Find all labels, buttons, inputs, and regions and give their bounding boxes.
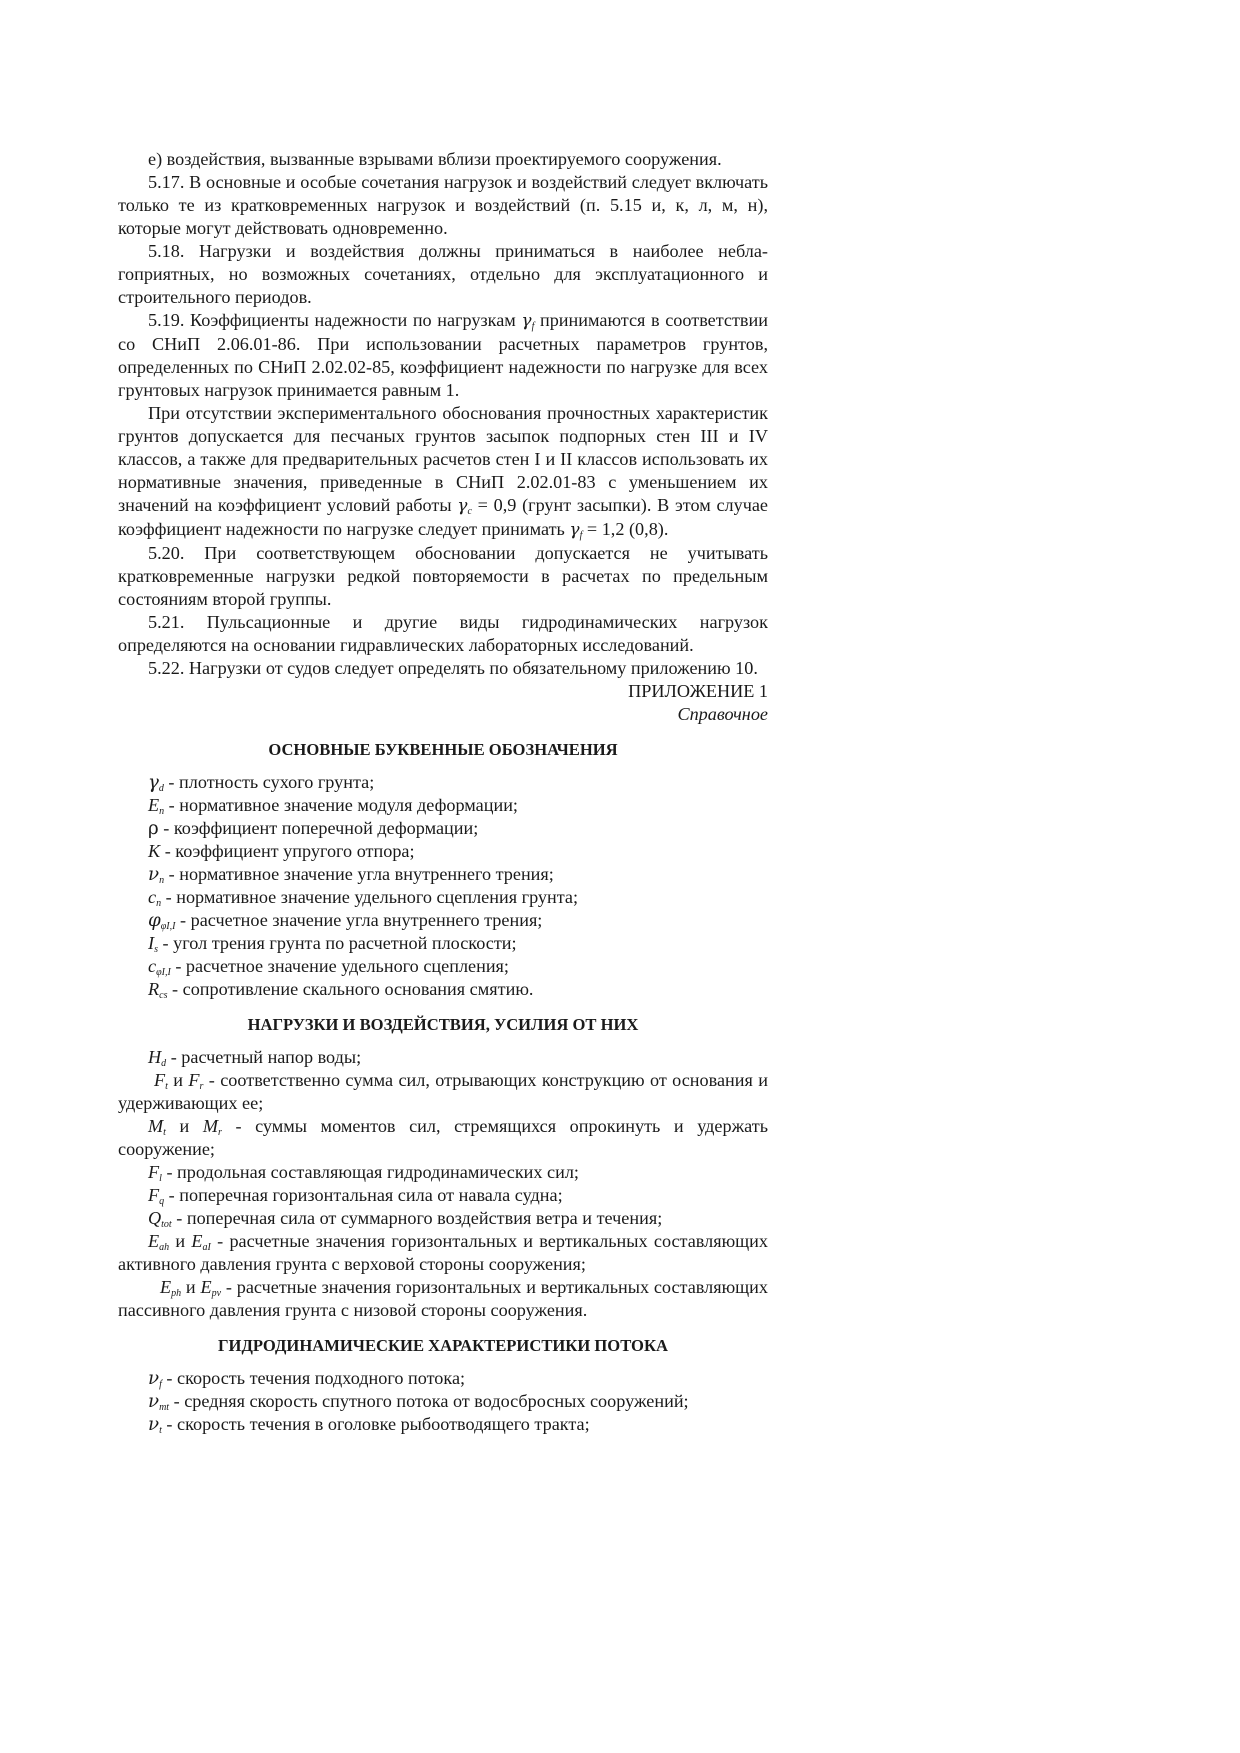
notation-description: - коэффициент поперечной деформации; bbox=[158, 818, 479, 838]
symbol-eai-letter: E bbox=[191, 1231, 203, 1251]
gamma-f2-symbol: γ bbox=[569, 520, 580, 540]
paragraph-5-21: 5.21. Пульсационные и другие виды гидродинамических нагрузок определяются на основании гидравлических лабораторных исследований. bbox=[118, 612, 768, 655]
symbol-mr-sub: r bbox=[217, 1127, 222, 1138]
notation-symbol: c bbox=[148, 887, 157, 907]
symbol-eph-letter: E bbox=[160, 1277, 172, 1297]
symbol-fq-sub: q bbox=[159, 1196, 165, 1207]
notation-description: - угол трения грунта по расчетной плоскости; bbox=[157, 933, 517, 953]
section-heading-loads: НАГРУЗКИ И ВОЗДЕЙСТВИЯ, УСИЛИЯ ОТ НИХ bbox=[247, 1015, 639, 1034]
notation-item bbox=[118, 955, 768, 978]
hydro-description: - скорость течения в оголовке рыбоотводящего тракта; bbox=[161, 1414, 590, 1434]
notation-description: - нормативное значение модуля деформации; bbox=[164, 795, 518, 815]
hydro-description: - средняя скорость спутного потока от водосбросных сооружений; bbox=[169, 1391, 689, 1411]
notation-subscript: φI,I bbox=[156, 967, 171, 978]
symbol-eah-sub: ah bbox=[159, 1242, 170, 1253]
notation-symbol: φ bbox=[148, 910, 161, 931]
paragraph-5-19 bbox=[118, 309, 768, 402]
symbol-eph-sub: ph bbox=[171, 1288, 182, 1299]
notation-symbol: R bbox=[148, 979, 160, 999]
paragraph-5-19-start: 5.19. Коэффициенты надежности по нагрузкам bbox=[148, 310, 522, 330]
notation-item bbox=[118, 909, 768, 932]
symbol-hd-sub: d bbox=[161, 1058, 167, 1069]
symbol-hd bbox=[118, 1046, 768, 1069]
notation-description: - коэффициент упругого отпора; bbox=[160, 841, 415, 861]
gamma-c-symbol: γ bbox=[457, 496, 468, 516]
notation-subscript: n bbox=[159, 875, 165, 886]
notation-item bbox=[118, 817, 768, 840]
notation-symbol: ν bbox=[148, 864, 160, 885]
symbol-ft-fr-text: - соответственно сумма сил, отрывающих конструкцию от основания и удерживающих ее; bbox=[118, 1070, 768, 1113]
notation-symbol: K bbox=[148, 841, 161, 861]
symbol-ft-letter: F bbox=[154, 1070, 166, 1090]
symbol-hd-letter: H bbox=[148, 1047, 162, 1067]
section-heading-notation: ОСНОВНЫЕ БУКВЕННЫЕ ОБОЗНАЧЕНИЯ bbox=[268, 740, 618, 759]
gamma-f-symbol: γ bbox=[521, 311, 532, 331]
hydro-symbol: ν bbox=[148, 1414, 160, 1435]
notation-symbol: I bbox=[148, 933, 155, 953]
symbol-fl-sub: l bbox=[159, 1173, 162, 1184]
gamma-c-subscript: c bbox=[467, 506, 472, 517]
symbol-mt-sub: t bbox=[163, 1127, 166, 1138]
symbol-and-3: и bbox=[169, 1231, 192, 1251]
hydro-item bbox=[118, 1367, 768, 1390]
hydro-subscript: t bbox=[159, 1425, 162, 1436]
hydro-item bbox=[118, 1413, 768, 1436]
symbol-eah-eai bbox=[118, 1230, 768, 1276]
symbol-epv-letter: E bbox=[200, 1277, 212, 1297]
notation-description: - плотность сухого грунта; bbox=[163, 772, 375, 792]
notation-symbol: c bbox=[148, 956, 157, 976]
notation-item bbox=[118, 886, 768, 909]
notation-subscript: s bbox=[154, 944, 158, 955]
paragraph-5-19-end: принимаются в соответствии со СНиП 2.06.01-86. При использовании расчетных параметров грунтов, определенных по СНиП 2.02.02-85, коэффициент надежности по нагрузке для всех грунтовых нагрузок принимается равным 1. bbox=[118, 310, 768, 400]
symbol-ep-text: - расчетные значения горизонтальных и вертикальных составляющих пассивного давления грунта с низовой стороны сооружения. bbox=[118, 1277, 769, 1320]
symbol-and-4: и bbox=[181, 1277, 201, 1297]
symbol-hd-text: - расчетный напор воды; bbox=[166, 1047, 362, 1067]
symbol-fq bbox=[118, 1184, 768, 1207]
symbol-ft-fr bbox=[118, 1069, 768, 1115]
gamma-f-subscript: f bbox=[531, 321, 535, 332]
symbol-fq-letter: F bbox=[148, 1185, 160, 1205]
hydro-item bbox=[118, 1390, 768, 1413]
paragraph-5-22: 5.22. Нагрузки от судов следует определять по обязательному приложению 10. bbox=[148, 658, 758, 678]
hydro-description: - скорость течения подходного потока; bbox=[161, 1368, 466, 1388]
symbol-qtot-letter: Q bbox=[148, 1208, 162, 1228]
symbol-qtot-sub: tot bbox=[161, 1219, 172, 1230]
notation-item bbox=[118, 863, 768, 886]
paragraph-absence-end: = 1,2 (0,8). bbox=[582, 519, 669, 539]
symbol-fl bbox=[118, 1161, 768, 1184]
section-heading-hydrodynamic: ГИДРОДИНАМИЧЕСКИЕ ХАРАКТЕРИСТИКИ ПОТОКА bbox=[218, 1336, 668, 1355]
symbol-fl-letter: F bbox=[148, 1162, 160, 1182]
symbol-and-1: и bbox=[167, 1070, 189, 1090]
paragraph-e: е) воздействия, вызванные взрывами вблизи проектируемого сооружения. bbox=[148, 149, 722, 169]
paragraph-absence bbox=[118, 402, 768, 542]
gamma-f2-subscript: f bbox=[579, 530, 583, 541]
notation-subscript: n bbox=[159, 806, 165, 817]
paragraph-5-18: 5.18. Нагрузки и воздействия должны приниматься в наиболее небла-гоприятных, но возможных сочетаниях, отдельно для эксплуатационного и строительного периодов. bbox=[118, 241, 768, 307]
notation-list bbox=[118, 771, 768, 1001]
symbol-eph-epv bbox=[118, 1276, 768, 1322]
symbol-ea-text: - расчетные значения горизонтальных и вертикальных составляющих активного давления грунта с верховой стороны сооружения; bbox=[118, 1231, 769, 1274]
symbol-mt-letter: M bbox=[148, 1116, 164, 1136]
notation-symbol: γ bbox=[148, 772, 159, 793]
notation-symbol: ρ bbox=[148, 818, 159, 839]
symbol-qtot bbox=[118, 1207, 768, 1230]
symbol-mr-letter: M bbox=[202, 1116, 218, 1136]
notation-description: - расчетное значение удельного сцепления; bbox=[170, 956, 509, 976]
symbol-fr-letter: F bbox=[188, 1070, 200, 1090]
notation-subscript: n bbox=[156, 898, 162, 909]
notation-item bbox=[118, 840, 768, 863]
symbol-and-2: и bbox=[165, 1116, 203, 1136]
symbol-epv-sub: pv bbox=[211, 1288, 222, 1299]
symbol-fq-text: - поперечная горизонтальная сила от навала судна; bbox=[164, 1185, 563, 1205]
symbol-fl-text: - продольная составляющая гидродинамических сил; bbox=[161, 1162, 579, 1182]
notation-description: - расчетное значение угла внутреннего трения; bbox=[175, 910, 543, 930]
notation-subscript: φI,I bbox=[160, 921, 176, 932]
notation-description: - сопротивление скального основания смятию. bbox=[167, 979, 534, 999]
notation-subscript: d bbox=[158, 783, 164, 794]
paragraph-5-20: 5.20. При соответствующем обосновании допускается не учитывать кратковременные нагрузки редкой повторяемости в расчетах по предельным состояниям второй группы. bbox=[118, 543, 768, 609]
notation-item bbox=[118, 794, 768, 817]
notation-item bbox=[118, 978, 768, 1001]
hydro-symbol: ν bbox=[148, 1368, 160, 1389]
symbol-qtot-text: - поперечная сила от суммарного воздействия ветра и течения; bbox=[171, 1208, 663, 1228]
notation-subscript: cs bbox=[159, 990, 168, 1001]
hydro-subscript: mt bbox=[159, 1402, 170, 1413]
hydrodynamic-list bbox=[118, 1367, 768, 1436]
hydro-symbol: ν bbox=[148, 1391, 160, 1412]
paragraph-absence-start: При отсутствии экспериментального обоснования прочностных характеристик грунтов допускается для песчаных грунтов засыпок подпорных стен III и IV классов, а также для предварительных расчетов стен I и II классов использовать их нормативные значения, приведенные в СНиП 2.02.01-83 с уменьшением их значений на коэффициент условий работы bbox=[118, 403, 768, 515]
symbol-mt-mr bbox=[118, 1115, 768, 1161]
symbol-fr-sub: r bbox=[199, 1081, 204, 1092]
symbol-eai-sub: aI bbox=[202, 1242, 211, 1253]
appendix-subtitle: Справочное bbox=[677, 704, 768, 724]
notation-item bbox=[118, 932, 768, 955]
notation-description: - нормативное значение удельного сцепления грунта; bbox=[161, 887, 579, 907]
symbol-mt-mr-text: - суммы моментов сил, стремящихся опрокинуть и удержать сооружение; bbox=[118, 1116, 768, 1159]
notation-description: - нормативное значение угла внутреннего трения; bbox=[164, 864, 554, 884]
appendix-title: ПРИЛОЖЕНИЕ 1 bbox=[628, 681, 768, 701]
symbol-eah-letter: E bbox=[148, 1231, 160, 1251]
symbol-ft-sub: t bbox=[165, 1081, 168, 1092]
notation-item bbox=[118, 771, 768, 794]
paragraph-5-17: 5.17. В основные и особые сочетания нагрузок и воздействий следует включать только те из кратковременных нагрузок и воздействий (п. 5.15 и, к, л, м, н), которые могут действовать одновременно. bbox=[118, 172, 768, 238]
document-page bbox=[118, 148, 768, 1436]
hydro-subscript: f bbox=[159, 1379, 162, 1390]
paragraph-absence-middle: = 0,9 (грунт засыпки). В этом случае коэффициент надежности по нагрузке следует принимать bbox=[118, 495, 768, 539]
notation-symbol: E bbox=[148, 795, 160, 815]
